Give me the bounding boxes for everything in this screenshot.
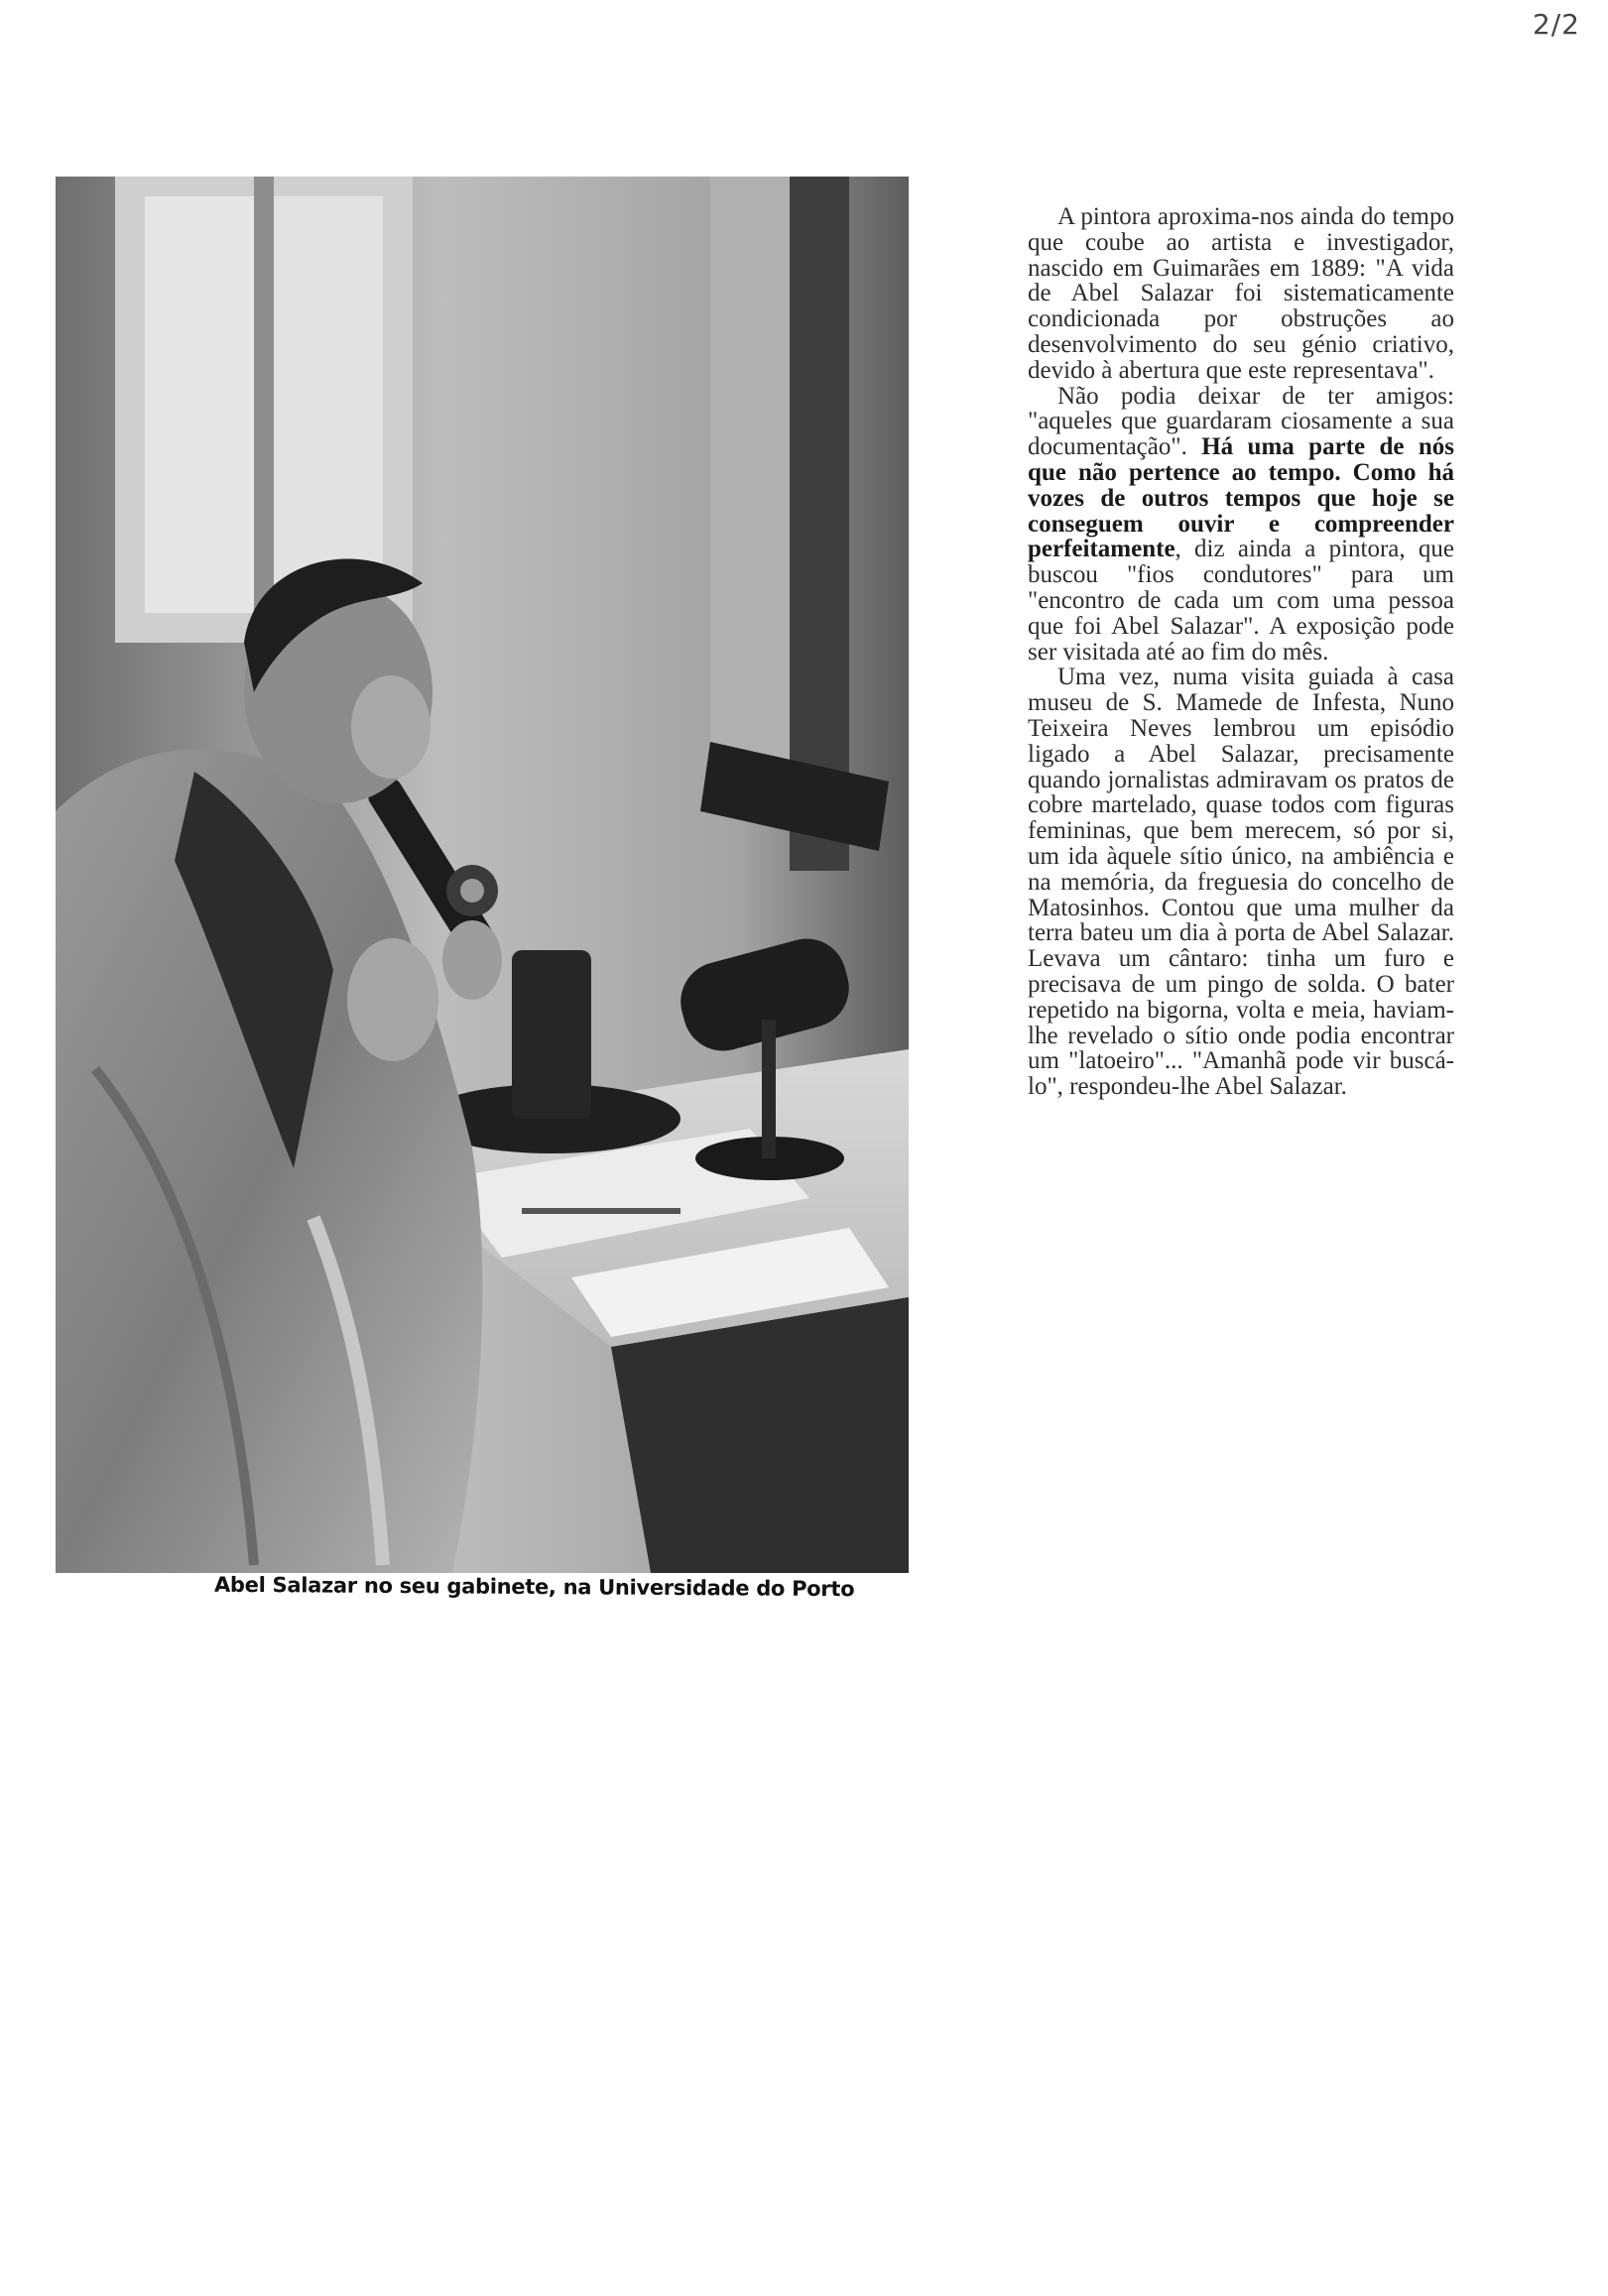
article-text [1028,204,1454,1100]
paragraph-2-bold-quote: Há uma parte de nós que não pertence ao tempo. Como há vozes de outros tempos que hoje se conseguem ouvir e compreender perfeitamente [1028,433,1454,563]
photo-illustration [56,177,909,1573]
photo-abel-salazar-microscope [56,177,909,1573]
paragraph-2-start: Não podia deixar de ter amigos: "aqueles que guardaram ciosamente a sua documentação". [1028,382,1454,461]
article-paragraph-3: Uma vez, numa visita guiada à casa museu de S. Mamede de Infesta, Nuno Teixeira Neves lembrou um episódio ligado a Abel Salazar, precisamente quando jornalistas admiravam os pratos de cobre martelado, quase todos com figuras femininas, que bem merecem, só por si, um ida àquele sítio único, na ambiência e na memória, da freguesia do concelho de Matosinhos. Contou que uma mulher da terra bateu um dia à porta de Abel Salazar. Levava um cântaro: tinha um furo e precisava de um pingo de solda. O bater repetido na bigorna, volta e meia, haviam-lhe revelado o sítio onde podia encontrar um "latoeiro"... "Amanhã pode vir buscá-lo", respondeu-lhe Abel Salazar. [1028,664,1454,1101]
paragraph-2-end: , diz ainda a pintora, que buscou "fios condutores" para um "encontro de cada um com uma pessoa que foi Abel Salazar". A exposição pode ser visitada até ao fim do mês. [1028,536,1454,665]
article-paragraph-2 [1028,384,1454,665]
page-number: 2/2 [1532,8,1580,41]
article-paragraph-1: A pintora aproxima-nos ainda do tempo que coube ao artista e investigador, nascido em Guimarães em 1889: "A vida de Abel Salazar foi sistematicamente condicionada por obstruções ao desenvolvimento do seu génio criativo, devido à abertura que este representava". [1028,203,1454,384]
photo-caption: Abel Salazar no seu gabinete, na Universidade do Porto [213,1572,855,1602]
